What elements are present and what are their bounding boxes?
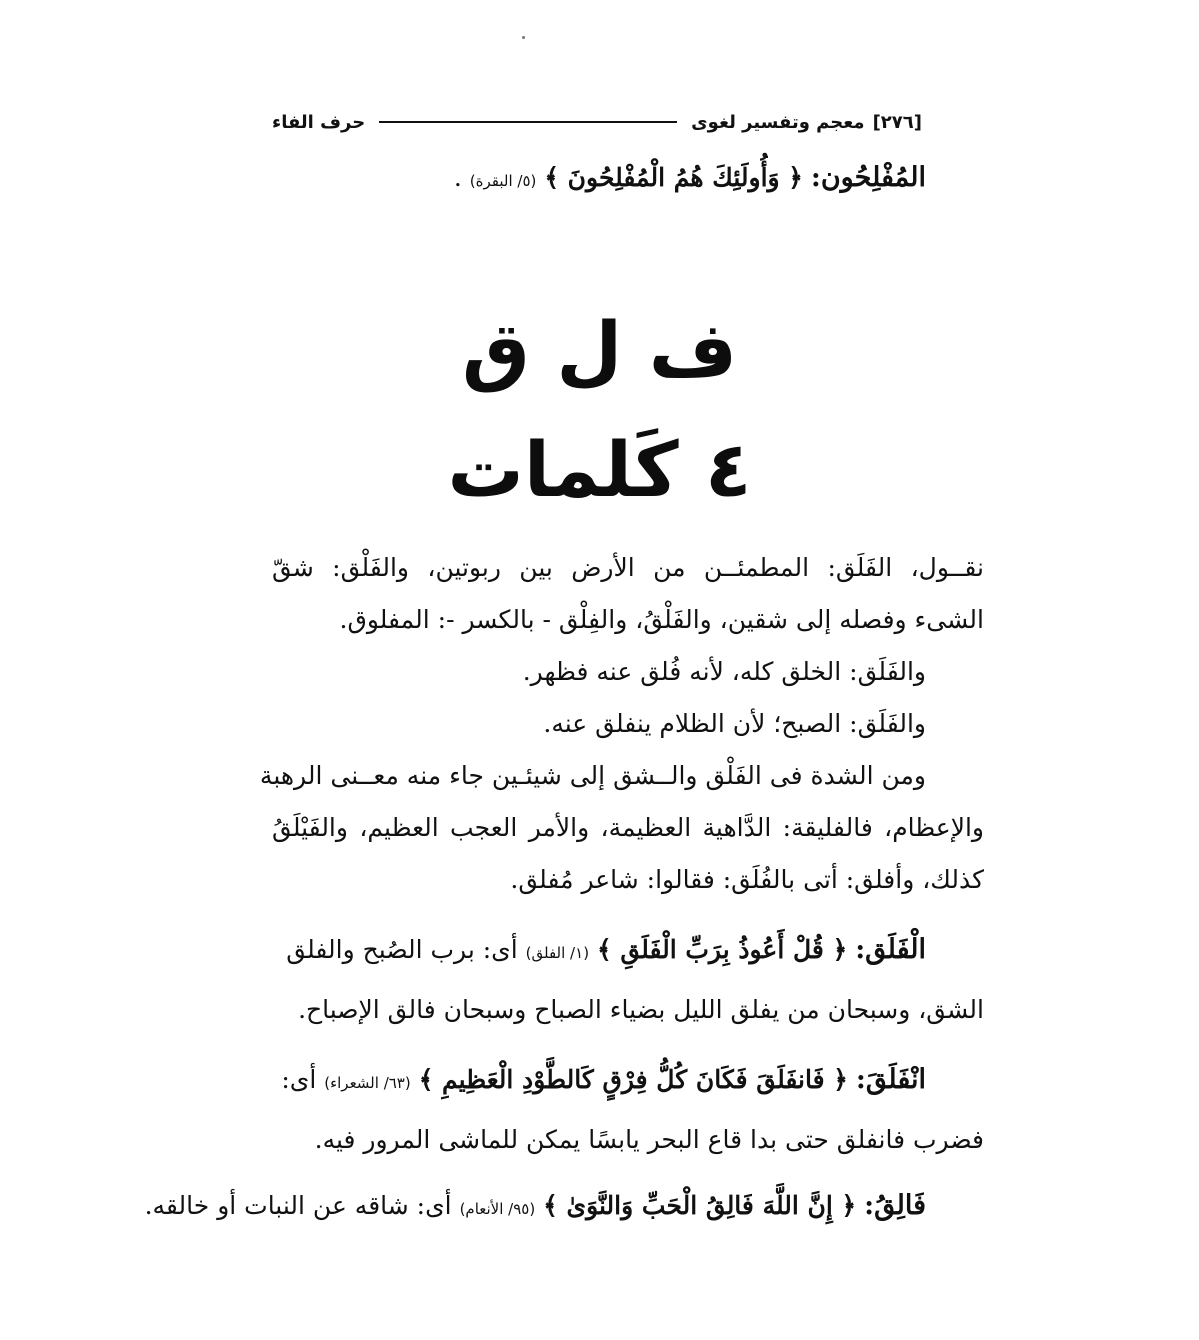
intro-line-7: كذلك، وأفلق: أتى بالفُلَق: فقالوا: شاعر مُفلق. [510, 865, 984, 894]
top-entry [454, 158, 926, 201]
scan-speck [522, 36, 525, 39]
book-title: معجم وتفسير لغوى [691, 111, 865, 133]
root-word-count: ٤ كَلمات [447, 425, 752, 514]
entry-infalaqa [281, 1060, 926, 1103]
intro-line-3: والفَلَق: الخلق كله، لأنه فُلق عنه فظهر. [522, 657, 926, 686]
entry-falaq [286, 930, 926, 973]
entry-explanation: أى: برب الصُبح والفلق [286, 935, 518, 964]
entry-end: . [453, 163, 462, 192]
quran-verse: ﴿ قُلْ أَعُوذُ بِرَبِّ الْفَلَقِ ﴾ [597, 935, 848, 964]
intro-line-2: الشىء وفصله إلى شقين، والفَلْقُ، والفِلْق - بالكسر -: المفلوق. [339, 605, 984, 634]
intro-line-1: نقــول، الفَلَق: المطمئــن من الأرض بين ربوتين، والفَلْق: شقّ [272, 553, 984, 582]
entry-falaq-continuation: الشق، وسبحان من يفلق الليل بضياء الصباح وسبحان فالق الإصباح. [298, 995, 984, 1024]
intro-line-4: والفَلَق: الصبح؛ لأن الظلام ينفلق عنه. [543, 709, 926, 738]
entry-explanation: أى: [281, 1065, 317, 1094]
page-number: [٢٧٦] [872, 111, 922, 133]
entry-explanation: أى: شاقه عن النبات أو خالقه. [144, 1191, 452, 1220]
verse-reference: (٥/ البقرة) [469, 172, 537, 190]
verse-reference: (١/ الفلق) [525, 944, 590, 962]
root-letters: ف ل ق [461, 305, 738, 394]
entry-infalaqa-continuation: فضرب فانفلق حتى بدا قاع البحر يابسًا يمكن للماشى المرور فيه. [314, 1125, 984, 1154]
verse-reference: (٩٥/ الأنعام) [459, 1200, 536, 1218]
header-rule [379, 121, 677, 123]
entry-faliq [145, 1186, 926, 1229]
verse-reference: (٦٣/ الشعراء) [324, 1074, 411, 1092]
quran-verse: ﴿ فَانفَلَقَ فَكَانَ كُلُّ فِرْقٍ كَالطَّوْدِ الْعَظِيمِ ﴾ [418, 1065, 848, 1094]
entry-term: انْفَلَقَ: [855, 1064, 926, 1095]
entry-term: الْفَلَق: [855, 934, 926, 965]
entry-term: المُفْلِحُون: [810, 162, 926, 193]
intro-line-5: ومن الشدة فى الفَلْق والــشق إلى شيئـين جاء منه معــنى الرهبة [259, 761, 926, 790]
quran-verse: ﴿ إِنَّ اللَّهَ فَالِقُ الْحَبِّ وَالنَّوَىٰ ﴾ [543, 1191, 857, 1220]
running-header [272, 104, 922, 140]
quran-verse: ﴿ وَأُولَئِكَ هُمُ الْمُفْلِحُونَ ﴾ [544, 163, 803, 192]
entry-term: فَالِقُ: [864, 1190, 926, 1221]
section-title: حرف الفاء [272, 111, 366, 133]
intro-line-6: والإعظام، فالفليقة: الدَّاهية العظيمة، والأمر العجب العظيم، والفَيْلَقُ [272, 813, 984, 842]
